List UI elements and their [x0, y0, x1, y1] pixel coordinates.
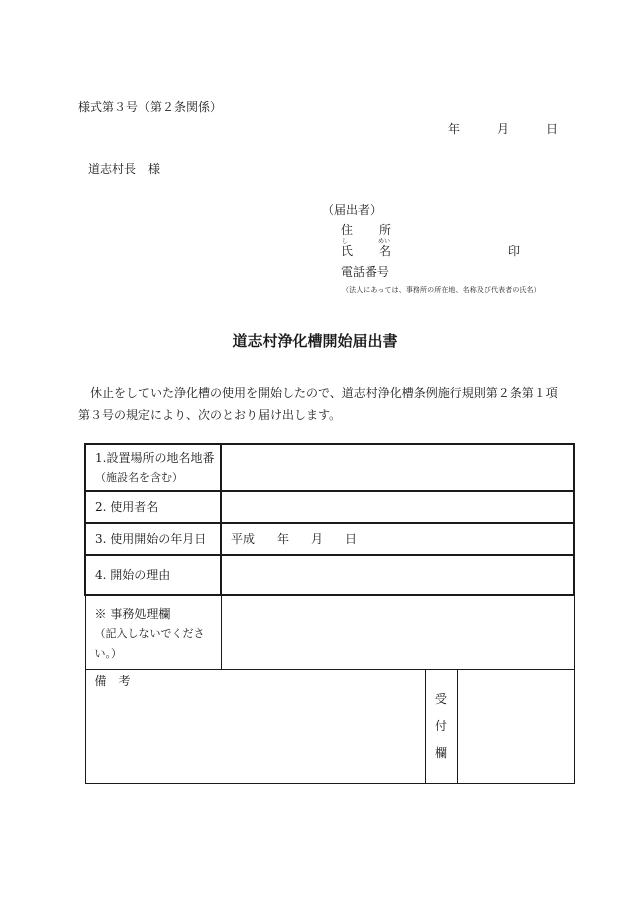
- start-date-label: 3. 使用開始の年月日: [85, 523, 221, 555]
- table-row: [85, 444, 574, 491]
- office-use-label-cell: [85, 595, 221, 669]
- start-date-field[interactable]: [221, 523, 574, 555]
- corporate-note: （法人にあっては、事務所の所在地、名称及び代表者の氏名）: [342, 286, 541, 294]
- address-label: [341, 223, 391, 237]
- addressee: 道志村長 様: [88, 162, 161, 176]
- start-date-month: 月: [311, 531, 324, 546]
- table-row: [85, 595, 574, 669]
- location-label: 1.設置場所の地名地番: [95, 450, 215, 465]
- receipt-char-3: 欄: [434, 745, 447, 760]
- office-use-note: （記入しないでください。）: [94, 627, 205, 660]
- address-label-char-2: 所: [378, 223, 391, 237]
- table-row: [85, 523, 574, 555]
- document-title: 道志村浄化槽開始届出書: [232, 332, 398, 350]
- user-name-label: 2. 使用者名: [85, 491, 221, 523]
- remarks-cell[interactable]: [85, 669, 425, 783]
- location-field[interactable]: [221, 444, 574, 491]
- reason-field[interactable]: [221, 555, 574, 595]
- applicant-heading: （届出者）: [322, 203, 383, 217]
- receipt-stamp-field: [457, 669, 574, 783]
- name-label: [341, 244, 391, 258]
- start-date-day: 日: [345, 531, 358, 546]
- reason-label: 4. 開始の理由: [85, 555, 221, 595]
- name-ruby-2: めい: [377, 238, 390, 245]
- start-date-year: 年: [277, 531, 290, 546]
- office-use-label: ※ 事務処理欄: [94, 607, 171, 621]
- form-table: [84, 443, 575, 784]
- remarks-label: 備 考: [94, 673, 131, 688]
- seal-mark: 印: [508, 244, 521, 258]
- receipt-char-1: 受: [434, 691, 447, 706]
- office-use-field: [221, 595, 574, 669]
- address-label-char-1: 住: [341, 223, 354, 237]
- user-name-field[interactable]: [221, 491, 574, 523]
- name-label-char-1: 氏: [341, 244, 354, 258]
- table-row: [85, 491, 574, 523]
- date-month-label: 月: [496, 122, 509, 136]
- date-day-label: 日: [545, 122, 558, 136]
- date-line: [448, 122, 558, 136]
- date-year-label: 年: [448, 122, 461, 136]
- table-row: [85, 669, 574, 783]
- form-number: 様式第３号（第２条関係）: [78, 100, 223, 114]
- phone-label: 電話番号: [341, 265, 390, 279]
- receipt-label-cell: [425, 669, 457, 783]
- location-sub-label: （施設名を含む）: [95, 470, 183, 484]
- body-text: 休止をしていた浄化槽の使用を開始したので、道志村浄化槽条例施行規則第２条第１項第３号の規定により、次のとおり届け出します。: [78, 386, 558, 422]
- name-ruby-1: し: [342, 238, 349, 245]
- start-date-era: 平成: [231, 531, 256, 546]
- table-row: [85, 555, 574, 595]
- name-label-char-2: 名: [378, 244, 391, 258]
- receipt-char-2: 付: [434, 718, 447, 733]
- location-label-cell: [85, 444, 221, 491]
